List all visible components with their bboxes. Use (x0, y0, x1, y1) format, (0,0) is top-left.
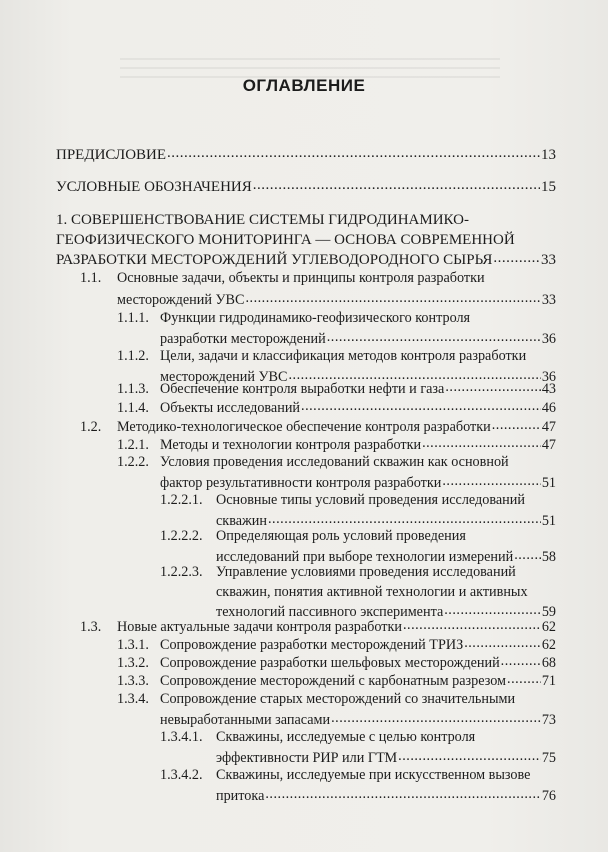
toc-dot-leader (422, 435, 541, 449)
toc-dot-leader (444, 602, 541, 616)
toc-entry (56, 177, 556, 195)
toc-entry-line (117, 453, 556, 471)
toc-entry (160, 710, 556, 728)
toc-entry-line (160, 491, 556, 509)
toc-entry-title: Сопровождение старых месторождений со значительными (160, 691, 516, 707)
toc-entry-number: 1.3.4.2. (160, 767, 203, 783)
toc-dot-leader (514, 547, 541, 561)
toc-entry-title: Цели, задачи и классификация методов контроля разработки (160, 348, 527, 364)
toc-dot-leader (501, 653, 541, 667)
toc-page-number: 13 (541, 147, 556, 163)
toc-page-number: 59 (541, 604, 556, 620)
toc-entry (216, 786, 556, 804)
toc-entry (117, 398, 556, 416)
toc-dot-leader (398, 748, 541, 762)
toc-page-number: 51 (541, 475, 556, 491)
toc-dot-leader (265, 786, 540, 800)
toc-page-number: 46 (541, 400, 556, 416)
toc-entry (80, 417, 556, 435)
toc-entry (56, 250, 556, 268)
toc-entry-line (117, 690, 556, 708)
toc-page-number: 47 (541, 437, 556, 453)
toc-entry (117, 671, 556, 689)
toc-entry-line (160, 728, 556, 746)
toc-entry-title: скважин (216, 513, 267, 529)
page-title: ОГЛАВЛЕНИЕ (242, 76, 366, 95)
toc-entry-number: 1.1.1. (117, 310, 149, 326)
toc-entry-title: фактор результативности контроля разработки (160, 475, 442, 491)
toc-entry (80, 617, 556, 635)
toc-dot-leader (445, 379, 540, 393)
toc-page-number: 33 (541, 252, 556, 268)
toc-page-number: 58 (541, 549, 556, 565)
toc-page-number: 71 (541, 673, 556, 689)
toc-entry-title: Основные задачи, объекты и принципы контроля разработки (117, 270, 485, 286)
toc-dot-leader (493, 250, 540, 264)
toc-entry-number: 1.3.4. (117, 691, 149, 707)
toc-dot-leader (167, 145, 540, 159)
toc-dot-leader (268, 511, 541, 525)
toc-entry-line (160, 563, 556, 581)
toc-entry-number: 1.2.2.3. (160, 564, 203, 580)
toc-page-number: 15 (541, 179, 556, 195)
toc-entry (117, 435, 556, 453)
toc-entry (117, 290, 556, 308)
toc-dot-leader (245, 290, 540, 304)
toc-entry-line (160, 527, 556, 545)
toc-entry-number: 1.2.2. (117, 454, 149, 470)
toc-entry-number: 1.2.2.2. (160, 528, 203, 544)
toc-entry-number: 1.3.3. (117, 673, 149, 689)
toc-entry-title: разработки месторождений (160, 331, 326, 347)
toc-entry-title: эффективности РИР или ГТМ (216, 750, 398, 766)
toc-entry-line (160, 766, 556, 784)
toc-entry-number: 1.2.2.1. (160, 492, 203, 508)
toc-page-number: 36 (541, 331, 556, 347)
toc-entry (160, 329, 556, 347)
toc-page-number: 51 (541, 513, 556, 529)
toc-entry-title: исследований при выборе технологии измерений (216, 549, 514, 565)
toc-entry-line (80, 269, 556, 287)
toc-entry-title: 1. СОВЕРШЕНСТВОВАНИЕ СИСТЕМЫ ГИДРОДИНАМИКО- (56, 212, 469, 228)
toc-page-number: 68 (541, 655, 556, 671)
toc-entry-title: Функции гидродинамико-геофизического контроля (160, 310, 471, 326)
toc-entry-title: Объекты исследований (160, 400, 301, 416)
toc-page-number: 76 (541, 788, 556, 804)
toc-entry-title: ГЕОФИЗИЧЕСКОГО МОНИТОРИНГА — ОСНОВА СОВРЕМЕННОЙ (56, 231, 515, 248)
toc-dot-leader (331, 710, 541, 724)
toc-dot-leader (464, 635, 541, 649)
toc-dot-leader (492, 417, 541, 431)
toc-entry-title: Методы и технологии контроля разработки (160, 437, 422, 453)
toc-entry (216, 748, 556, 766)
toc-entry (117, 653, 556, 671)
toc-entry-number: 1.1. (80, 270, 102, 286)
toc-dot-leader (253, 177, 540, 191)
toc-entry-number: 1.1.3. (117, 381, 149, 397)
toc-entry-title: Методико-технологическое обеспечение контроля разработки (117, 419, 491, 435)
toc-page-number: 43 (541, 381, 556, 397)
toc-entry-number: 1.1.4. (117, 400, 149, 416)
toc-entry-title: Скважины, исследуемые при искусственном вызове (216, 767, 531, 783)
toc-entry-title: Определяющая роль условий проведения (216, 528, 466, 544)
toc-page-number: 73 (541, 712, 556, 728)
toc-entry-line (56, 211, 556, 229)
toc-entry-title: РАЗРАБОТКИ МЕСТОРОЖДЕНИЙ УГЛЕВОДОРОДНОГО СЫРЬЯ (56, 252, 493, 268)
toc-entry-number: 1.1.2. (117, 348, 149, 364)
toc-page-number: 75 (541, 750, 556, 766)
toc-page-number: 33 (541, 292, 556, 308)
toc-page-number: 47 (541, 419, 556, 435)
toc-entry-title: притока (216, 788, 265, 804)
toc-entry-line (56, 231, 556, 249)
toc-page-number: 36 (541, 369, 556, 385)
toc-entry-title: Сопровождение разработки шельфовых месторождений (160, 655, 500, 671)
toc-entry-title: Новые актуальные задачи контроля разработки (117, 619, 402, 635)
toc-entry (117, 379, 556, 397)
toc-entry-title: Сопровождение разработки месторождений ТРИЗ (160, 637, 464, 653)
toc-entry-title: Сопровождение месторождений с карбонатным разрезом (160, 673, 507, 689)
toc-entry-title: скважин, понятия активной технологии и активных (216, 583, 528, 600)
toc-dot-leader (301, 398, 541, 412)
toc-page-number: 62 (541, 619, 556, 635)
toc-entry-line (216, 583, 556, 601)
toc-entry-title: Обеспечение контроля выработки нефти и газа (160, 381, 445, 397)
toc-entry-number: 1.3.2. (117, 655, 149, 671)
toc-entry-title: месторождений УВС (117, 292, 245, 308)
toc-dot-leader (403, 617, 541, 631)
toc-entry-line (117, 347, 556, 365)
toc-entry-number: 1.3. (80, 619, 102, 635)
toc-entry-title: невыработанными запасами (160, 712, 331, 728)
toc-dot-leader (442, 473, 540, 487)
toc-entry-title: Основные типы условий проведения исследований (216, 492, 525, 508)
toc-entry-title: УСЛОВНЫЕ ОБОЗНАЧЕНИЯ (56, 179, 252, 195)
toc-entry-number: 1.3.1. (117, 637, 149, 653)
toc-entry-number: 1.3.4.1. (160, 729, 203, 745)
toc-entry-number: 1.2.1. (117, 437, 149, 453)
toc-entry (56, 145, 556, 163)
toc-entry-title: Управление условиями проведения исследований (216, 564, 516, 580)
toc-entry (160, 473, 556, 491)
toc-entry-title: технологий пассивного эксперимента (216, 604, 444, 620)
toc-entry-title: месторождений УВС (160, 369, 288, 385)
toc-page-number: 62 (541, 637, 556, 653)
toc-entry-number: 1.2. (80, 419, 102, 435)
toc-entry-line (117, 309, 556, 327)
toc-entry (117, 635, 556, 653)
toc-entry-title: Условия проведения исследований скважин как основной (160, 454, 509, 470)
toc-dot-leader (507, 671, 541, 685)
toc-dot-leader (327, 329, 541, 343)
toc-entry-title: ПРЕДИСЛОВИЕ (56, 147, 167, 163)
toc-entry-title: Скважины, исследуемые с целью контроля (216, 729, 476, 745)
